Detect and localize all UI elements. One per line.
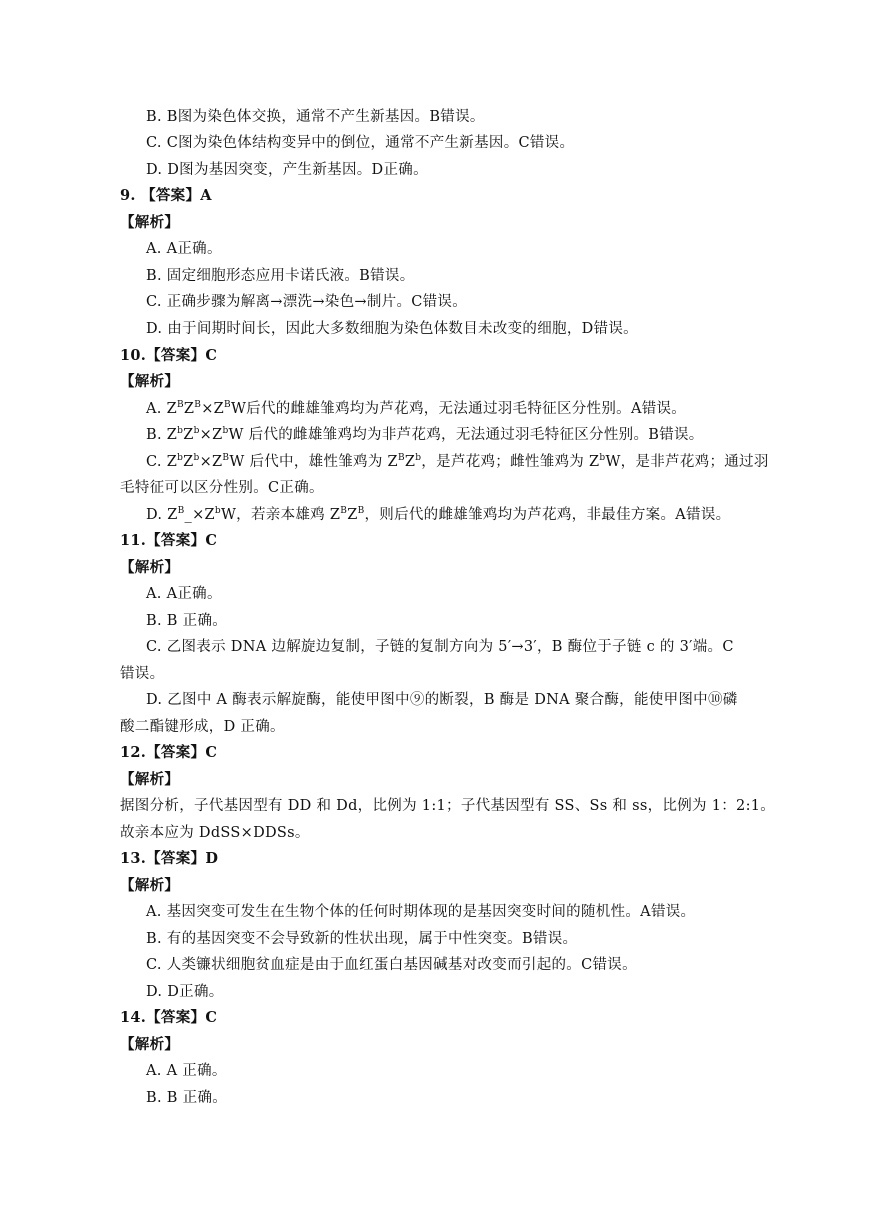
q11-option-a: A. A正确。 [146, 586, 222, 602]
q13-option-c: C. 人类镰状细胞贫血症是由于血红蛋白基因碱基对改变而引起的。C错误。 [146, 957, 637, 973]
q11-option-c-continued: 错误。 [120, 666, 165, 682]
q10-analysis-label: 【解析】 [120, 373, 180, 390]
q8-option-b: B. B图为染色体交换，通常不产生新基因。B错误。 [146, 109, 485, 125]
q13-option-b: B. 有的基因突变不会导致新的性状出现，属于中性突变。B错误。 [146, 931, 578, 947]
q12-analysis-line-2: 故亲本应为 DdSS×DDSs。 [120, 825, 310, 841]
q11-option-d: D. 乙图中 A 酶表示解旋酶，能使甲图中⑨的断裂，B 酶是 DNA 聚合酶，能使甲图中⑩磷 [146, 692, 738, 708]
q8-option-c: C. C图为染色体结构变异中的倒位，通常不产生新基因。C错误。 [146, 135, 575, 151]
q8-option-d: D. D图为基因突变，产生新基因。D正确。 [146, 162, 428, 178]
q13-answer: 13.【答案】D [120, 850, 219, 867]
q9-option-d: D. 由于间期时间长，因此大多数细胞为染色体数目未改变的细胞，D错误。 [146, 321, 638, 337]
q14-option-b: B. B 正确。 [146, 1090, 228, 1106]
q11-option-c: C. 乙图表示 DNA 边解旋边复制，子链的复制方向为 5′→3′，B 酶位于子链 c 的 3′端。C [146, 639, 734, 655]
q12-analysis-label: 【解析】 [120, 771, 180, 788]
q10-option-d: D. $Z^B\_\times Z^bW$，若亲本雄鸡 $Z^BZ^B$，则后代的雌雄雏鸡均为芦花鸡，非最佳方案。A错误。 [146, 506, 731, 523]
q9-option-a: A. A正确。 [146, 241, 222, 257]
q10-option-c-continued: 毛特征可以区分性别。C正确。 [120, 480, 324, 496]
q9-answer: 9. 【答案】A [120, 187, 212, 204]
q11-option-b: B. B 正确。 [146, 613, 228, 629]
q12-answer: 12.【答案】C [120, 744, 218, 761]
q9-option-b: B. 固定细胞形态应用卡诺氏液。B错误。 [146, 268, 415, 284]
q9-option-c: C. 正确步骤为解离→漂洗→染色→制片。C错误。 [146, 294, 468, 310]
q10-option-c: C. $Z^bZ^b\times Z^BW$ 后代中，雄性雏鸡为 $Z^BZ^b$，是芦花鸡；雌性雏鸡为 $Z^bW$，是非芦花鸡；通过羽 [146, 453, 769, 470]
q11-analysis-label: 【解析】 [120, 559, 180, 576]
q12-analysis-line-1: 据图分析，子代基因型有 DD 和 Dd，比例为 1:1；子代基因型有 SS、Ss 和 ss，比例为 1：2:1。 [120, 798, 776, 814]
q14-analysis-label: 【解析】 [120, 1036, 180, 1053]
q10-option-b: B. $Z^bZ^b\times Z^bW$ 后代的雌雄雏鸡均为非芦花鸡，无法通过羽毛特征区分性别。B错误。 [146, 426, 704, 443]
q10-option-a: A. $Z^BZ^B\times Z^BW$后代的雌雄雏鸡均为芦花鸡，无法通过羽毛特征区分性别。A错误。 [146, 400, 687, 417]
q11-answer: 11.【答案】C [120, 532, 218, 549]
q11-option-d-continued: 酸二酯键形成，D 正确。 [120, 719, 285, 735]
q13-analysis-label: 【解析】 [120, 877, 180, 894]
q14-option-a: A. A 正确。 [146, 1063, 227, 1079]
q13-option-d: D. D正确。 [146, 984, 224, 1000]
q14-answer: 14.【答案】C [120, 1009, 218, 1026]
q9-analysis-label: 【解析】 [120, 214, 180, 231]
q13-option-a: A. 基因突变可发生在生物个体的任何时期体现的是基因突变时间的随机性。A错误。 [146, 904, 696, 920]
q10-answer: 10.【答案】C [120, 347, 218, 364]
